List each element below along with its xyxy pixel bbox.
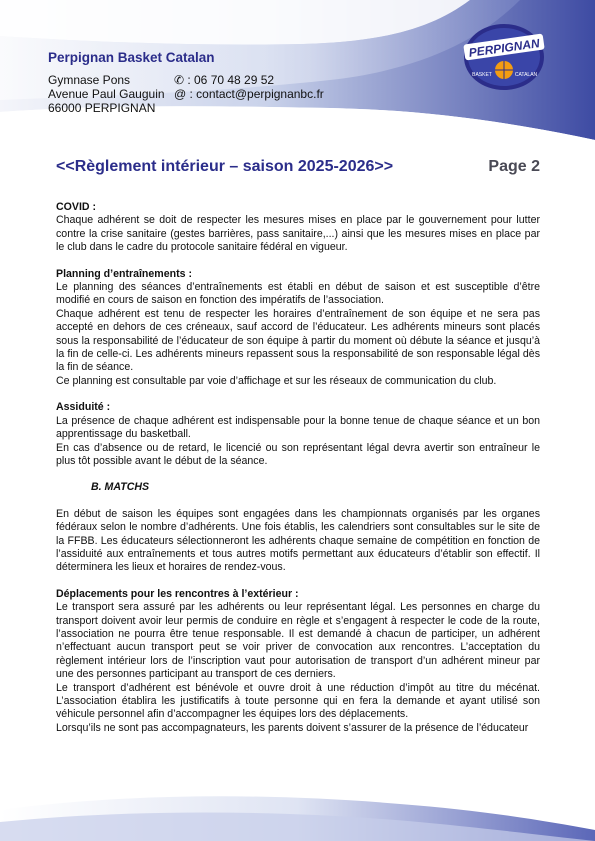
- logo-title: PERPIGNAN: [467, 36, 541, 60]
- email-line: @ : contact@perpignanbc.fr: [174, 87, 324, 101]
- paragraph: Lorsqu’ils ne sont pas accompagnateurs, les parents doivent s’assurer de la présence de l’éducateur: [56, 721, 529, 734]
- page-number: Page 2: [488, 158, 540, 175]
- organization-name: Perpignan Basket Catalan: [48, 50, 215, 65]
- section-heading: Planning d’entraînements :: [56, 267, 192, 280]
- paragraph: Chaque adhérent se doit de respecter les mesures mises en place par le gouvernement pour lutter contre la crise sanitaire (gestes barrières, pass sanitaire,...) ainsi que les mesures mises en place par le club dans le cadre du protocole sanitaire fédéral en vigueur.: [56, 214, 540, 254]
- address-line: Gymnase Pons: [48, 73, 131, 87]
- paragraph: Chaque adhérent est tenu de respecter les horaires d’entraînement de son équipe et ne sera pas accepté en dehors de ces créneaux, sauf accord de l’éducateur. Les adhérents mineurs sont placés sous la responsabilité de l’éducateur de son équipe à partir du moment où débute la séance et jusqu’à la fin de celle-ci. Les adhérents mineurs repassent sous la responsabilité de son responsable légal dès la fin de séance.: [56, 307, 540, 374]
- paragraph: En cas d’absence ou de retard, le licencié ou son représentant légal devra avertir son entraîneur le plus tôt possible avant le début de la séance.: [56, 441, 540, 467]
- paragraph: Le planning des séances d’entraînements est établi en début de saison et est susceptible d’être modifié en cours de saison en fonction des impératifs de l’association.: [56, 281, 540, 307]
- section-heading: Assiduité :: [56, 401, 111, 414]
- document-body: [56, 201, 540, 735]
- address-block: [48, 73, 165, 115]
- document-title: <<Règlement intérieur – saison 2025-2026>>: [56, 158, 394, 175]
- paragraph: En début de saison les équipes sont engagées dans les championnats organisés par les organes fédéraux selon le nombre d’adhérents. Une fois établis, les calendriers sont consultables sur le site de la FFBB. Les éducateurs sélectionneront les adhérents chaque semaine de compétition en fonction de l’assiduité aux entraînements et tous autres motifs permettant aux éducateurs d’établir son effectif. Il déterminera les lieux et horaires de rendez-vous.: [56, 507, 540, 574]
- address-line: Avenue Paul Gauguin: [48, 87, 165, 101]
- paragraph: La présence de chaque adhérent est indispensable pour la bonne tenue de chaque séance et un bon apprentissage du basketball.: [56, 414, 540, 441]
- section-heading: COVID :: [56, 201, 97, 213]
- paragraph: Le transport sera assuré par les adhérents ou leur représentant légal. Les personnes en charge du transport doivent avoir leur permis de conduire en règle et s’engagent à respecter le code de la route, l’association ne pourra être tenue responsable. Il est demandé à chacun de participer, un adhérent n’effectuant aucun transport peut se voir priver de convocation aux rencontres. L’acceptation du règlement intérieur lors de l’inscription vaut pour autorisation de transport d’un adhérent mineur par une des personnes participant au transport de ces derniers.: [56, 601, 540, 681]
- phone-icon: ✆: [174, 73, 185, 87]
- footer-banner: [0, 790, 595, 841]
- contact-block: [174, 73, 324, 101]
- logo-sub-right: CATALAN: [514, 72, 538, 78]
- paragraph: Le transport d’adhérent est bénévole et ouvre droit à une réduction d’impôt au titre du mécénat. L’association établira les justificatifs à toute personne qui en fera la demande et ayant utilisé son véhicule personnel afin d’accompagner les équipes lors des déplacements.: [56, 681, 540, 721]
- section-heading: Déplacements pour les rencontres à l’extérieur :: [56, 587, 299, 600]
- paragraph: Ce planning est consultable par voie d’affichage et sur les réseaux de communication du club.: [56, 374, 497, 387]
- section-heading: B. MATCHS: [91, 481, 150, 494]
- phone-number: : 06 70 48 29 52: [187, 73, 275, 87]
- club-logo: [462, 22, 546, 92]
- logo-sub-left: BASKET: [472, 72, 492, 78]
- address-line: 66000 PERPIGNAN: [48, 101, 156, 115]
- phone-line: [174, 73, 324, 87]
